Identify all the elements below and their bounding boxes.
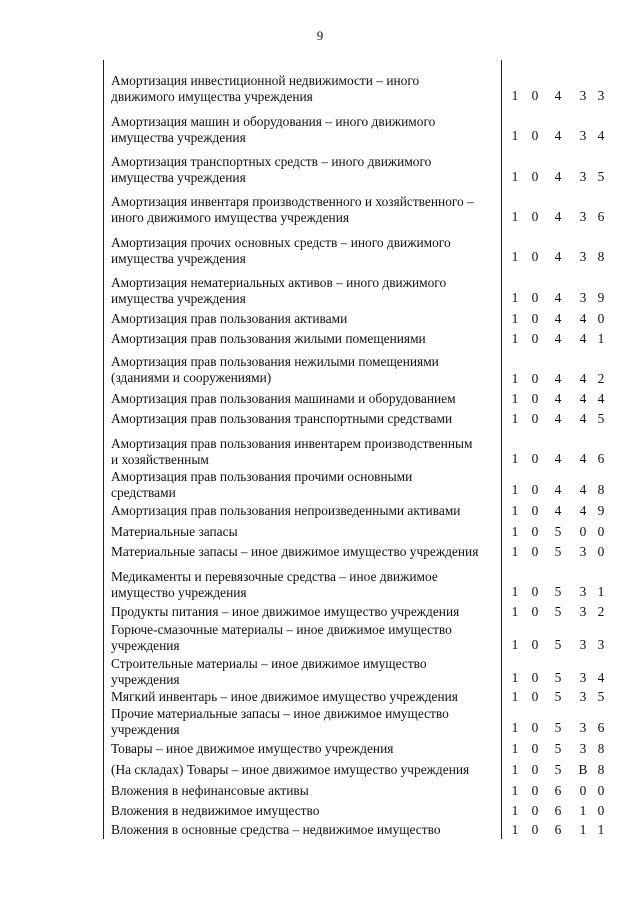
code-digit: 0	[531, 689, 539, 704]
account-code	[508, 311, 604, 327]
code-digit: 4	[554, 371, 562, 386]
account-name-line: иного движимого имущества учреждения	[111, 210, 350, 225]
code-digit: 0	[531, 209, 539, 224]
account-code	[508, 482, 604, 498]
account-name-line: Горюче-смазочные материалы – иное движимое имущество	[111, 622, 452, 637]
account-name	[111, 73, 499, 105]
code-digit: 0	[531, 331, 539, 346]
code-digit: 4	[554, 503, 562, 518]
account-name-line: Продукты питания – иное движимое имущество учреждения	[111, 604, 460, 619]
account-name-line: учреждения	[111, 638, 180, 653]
account-name-line: Материальные запасы – иное движимое имущество учреждения	[111, 544, 479, 559]
account-name-line: средствами	[111, 485, 176, 500]
account-name	[111, 469, 499, 501]
account-name	[111, 194, 499, 226]
account-code	[508, 762, 604, 778]
code-digit: 6	[597, 720, 605, 735]
code-digit: 3	[579, 128, 587, 143]
code-digit: 1	[511, 524, 519, 539]
account-code	[508, 604, 604, 620]
code-digit: 1	[579, 822, 587, 837]
account-name	[111, 235, 499, 267]
code-digit: 0	[531, 128, 539, 143]
code-digit: 6	[554, 822, 562, 837]
code-digit: 1	[597, 331, 605, 346]
code-digit: 0	[531, 391, 539, 406]
code-digit: 1	[597, 584, 605, 599]
account-code	[508, 331, 604, 347]
code-digit: 3	[579, 584, 587, 599]
account-name	[111, 706, 499, 738]
code-digit: 1	[511, 290, 519, 305]
code-digit: 0	[531, 524, 539, 539]
account-name-line: Прочие материальные запасы – иное движимое имущество	[111, 706, 449, 721]
code-digit: 3	[579, 604, 587, 619]
code-digit: 4	[579, 482, 587, 497]
code-digit: 1	[511, 391, 519, 406]
account-code	[508, 451, 604, 467]
account-name-line: учреждения	[111, 672, 180, 687]
code-digit: 5	[597, 169, 605, 184]
account-code	[508, 411, 604, 427]
code-digit: 4	[554, 209, 562, 224]
code-digit: 4	[597, 128, 605, 143]
code-digit: 2	[597, 371, 605, 386]
account-name	[111, 604, 499, 620]
code-digit: 9	[597, 503, 605, 518]
code-digit: 0	[531, 371, 539, 386]
account-name-line: Амортизация прав пользования активами	[111, 311, 348, 326]
account-name-line: Амортизация транспортных средств – иного движимого	[111, 154, 432, 169]
code-digit: 1	[511, 331, 519, 346]
account-name-line: учреждения	[111, 722, 180, 737]
code-digit: 3	[579, 637, 587, 652]
account-code	[508, 783, 604, 799]
code-digit: 1	[511, 169, 519, 184]
code-digit: 0	[531, 169, 539, 184]
code-digit: 1	[511, 803, 519, 818]
account-code	[508, 720, 604, 736]
code-digit: 0	[531, 290, 539, 305]
code-digit: 1	[511, 670, 519, 685]
code-digit: 5	[554, 720, 562, 735]
account-name-line: Амортизация машин и оборудования – иного движимого	[111, 114, 436, 129]
code-digit: 4	[554, 411, 562, 426]
account-name	[111, 331, 499, 347]
code-digit: 4	[597, 391, 605, 406]
account-name	[111, 311, 499, 327]
account-name	[111, 741, 499, 757]
code-digit: 4	[554, 169, 562, 184]
code-digit: 0	[531, 544, 539, 559]
account-name-line: Амортизация прав пользования нежилыми помещениями	[111, 354, 439, 369]
account-name-line: Амортизация прав пользования транспортными средствами	[111, 411, 453, 426]
account-name-line: и хозяйственным	[111, 452, 209, 467]
account-name	[111, 783, 499, 799]
account-code	[508, 524, 604, 540]
code-digit: 4	[579, 503, 587, 518]
code-digit: 1	[579, 803, 587, 818]
account-name	[111, 689, 499, 705]
code-digit: 1	[511, 544, 519, 559]
code-digit: 0	[597, 803, 605, 818]
account-name	[111, 411, 499, 427]
account-code	[508, 209, 604, 225]
account-name	[111, 762, 499, 778]
account-code	[508, 544, 604, 560]
code-digit: 4	[554, 128, 562, 143]
code-digit: 5	[597, 689, 605, 704]
account-name-line: Амортизация прочих основных средств – иного движимого	[111, 235, 451, 250]
account-name-line: Амортизация прав пользования прочими основными	[111, 469, 413, 484]
code-digit: 4	[554, 290, 562, 305]
account-name	[111, 391, 499, 407]
account-name-line: Амортизация прав пользования непроизведенными активами	[111, 503, 461, 518]
code-digit: 4	[579, 391, 587, 406]
code-digit: 4	[554, 88, 562, 103]
code-digit: 4	[579, 371, 587, 386]
code-digit: 0	[531, 741, 539, 756]
code-digit: 0	[531, 762, 539, 777]
code-digit: 1	[511, 371, 519, 386]
account-table	[103, 60, 604, 839]
account-name-line: Амортизация нематериальных активов – иного движимого	[111, 275, 447, 290]
code-digit: 5	[554, 604, 562, 619]
account-name	[111, 569, 499, 601]
code-digit: 9	[597, 290, 605, 305]
code-digit: 3	[579, 169, 587, 184]
code-digit: 8	[597, 482, 605, 497]
code-digit: 0	[531, 637, 539, 652]
code-digit: 4	[554, 331, 562, 346]
account-name-line: Амортизация прав пользования инвентарем производственным	[111, 436, 473, 451]
code-digit: 0	[531, 604, 539, 619]
code-digit: 5	[554, 544, 562, 559]
account-code	[508, 822, 604, 838]
code-digit: 0	[531, 411, 539, 426]
code-digit: 3	[579, 249, 587, 264]
account-code	[508, 88, 604, 104]
code-digit: 5	[554, 689, 562, 704]
account-name-line: Амортизация инвестиционной недвижимости – иного	[111, 73, 420, 88]
code-digit: 1	[511, 451, 519, 466]
code-digit: 3	[579, 88, 587, 103]
code-digit: 3	[597, 637, 605, 652]
code-digit: 0	[597, 311, 605, 326]
code-digit: 4	[554, 451, 562, 466]
account-name-line: Амортизация прав пользования жилыми помещениями	[111, 331, 426, 346]
code-digit: 0	[531, 311, 539, 326]
code-digit: 4	[579, 311, 587, 326]
code-digit: 5	[554, 762, 562, 777]
page-number: 9	[316, 28, 324, 43]
account-name-line: имущество учреждения	[111, 585, 247, 600]
account-code	[508, 689, 604, 705]
account-code	[508, 503, 604, 519]
account-code	[508, 391, 604, 407]
code-digit: 4	[579, 411, 587, 426]
code-digit: 0	[597, 783, 605, 798]
account-name-line: Строительные материалы – иное движимое имущество	[111, 656, 427, 671]
code-digit: 1	[511, 311, 519, 326]
account-name-line: Вложения в недвижимое имущество	[111, 803, 320, 818]
account-name-line: Амортизация инвентаря производственного и хозяйственного –	[111, 194, 474, 209]
code-digit: 6	[597, 209, 605, 224]
code-digit: 1	[511, 689, 519, 704]
code-digit: 5	[554, 637, 562, 652]
account-name-line: имущества учреждения	[111, 251, 246, 266]
code-digit: 1	[511, 637, 519, 652]
account-name	[111, 114, 499, 146]
code-digit: 0	[579, 783, 587, 798]
code-digit: 3	[579, 741, 587, 756]
code-digit: 1	[511, 88, 519, 103]
code-digit: 5	[554, 524, 562, 539]
code-digit: 0	[531, 482, 539, 497]
code-digit: 0	[531, 783, 539, 798]
code-digit: 4	[554, 311, 562, 326]
code-digit: 8	[597, 762, 605, 777]
code-digit: 0	[531, 720, 539, 735]
account-code	[508, 290, 604, 306]
code-digit: 4	[579, 331, 587, 346]
code-digit: 1	[511, 128, 519, 143]
code-digit: 5	[554, 670, 562, 685]
account-name	[111, 154, 499, 186]
code-digit: 1	[597, 822, 605, 837]
code-digit: 1	[511, 762, 519, 777]
account-name	[111, 656, 499, 688]
code-digit: 4	[579, 451, 587, 466]
account-name	[111, 803, 499, 819]
code-digit: 0	[531, 249, 539, 264]
account-name	[111, 622, 499, 654]
code-digit: 1	[511, 482, 519, 497]
code-digit: 1	[511, 249, 519, 264]
account-name	[111, 436, 499, 468]
account-name-line: движимого имущества учреждения	[111, 89, 313, 104]
code-digit: 3	[579, 670, 587, 685]
column-divider	[501, 60, 502, 839]
code-digit: 6	[597, 451, 605, 466]
account-name	[111, 524, 499, 540]
code-digit: 3	[579, 720, 587, 735]
account-name-line: Вложения в основные средства – недвижимое имущество	[111, 822, 441, 837]
code-digit: 0	[531, 670, 539, 685]
account-code	[508, 741, 604, 757]
code-digit: 0	[531, 503, 539, 518]
account-name	[111, 503, 499, 519]
code-digit: 1	[511, 822, 519, 837]
account-code	[508, 803, 604, 819]
code-digit: 0	[531, 803, 539, 818]
code-digit: В	[578, 762, 588, 777]
account-code	[508, 169, 604, 185]
code-digit: 5	[554, 584, 562, 599]
code-digit: 5	[554, 741, 562, 756]
account-name	[111, 354, 499, 386]
code-digit: 3	[579, 689, 587, 704]
code-digit: 1	[511, 411, 519, 426]
account-name-line: Медикаменты и перевязочные средства – иное движимое	[111, 569, 438, 584]
account-name	[111, 544, 499, 560]
code-digit: 0	[579, 524, 587, 539]
account-code	[508, 249, 604, 265]
code-digit: 0	[531, 451, 539, 466]
code-digit: 1	[511, 783, 519, 798]
account-name	[111, 275, 499, 307]
account-name-line: Вложения в нефинансовые активы	[111, 783, 309, 798]
account-name-line: имущества учреждения	[111, 170, 246, 185]
account-name-line: (зданиями и сооружениями)	[111, 370, 272, 385]
account-code	[508, 637, 604, 653]
code-digit: 4	[554, 391, 562, 406]
code-digit: 1	[511, 604, 519, 619]
code-digit: 3	[597, 88, 605, 103]
code-digit: 8	[597, 741, 605, 756]
account-name	[111, 822, 499, 838]
code-digit: 1	[511, 720, 519, 735]
account-name-line: Товары – иное движимое имущество учреждения	[111, 741, 394, 756]
code-digit: 0	[597, 544, 605, 559]
account-name-line: Амортизация прав пользования машинами и оборудованием	[111, 391, 456, 406]
code-digit: 2	[597, 604, 605, 619]
account-name-line: Материальные запасы	[111, 524, 238, 539]
code-digit: 0	[531, 88, 539, 103]
code-digit: 4	[554, 482, 562, 497]
code-digit: 1	[511, 503, 519, 518]
code-digit: 1	[511, 209, 519, 224]
code-digit: 4	[554, 249, 562, 264]
code-digit: 3	[579, 290, 587, 305]
code-digit: 3	[579, 544, 587, 559]
code-digit: 5	[597, 411, 605, 426]
code-digit: 4	[597, 670, 605, 685]
account-name-line: (На складах) Товары – иное движимое имущество учреждения	[111, 762, 470, 777]
code-digit: 1	[511, 584, 519, 599]
code-digit: 0	[597, 524, 605, 539]
code-digit: 6	[554, 803, 562, 818]
code-digit: 6	[554, 783, 562, 798]
account-code	[508, 670, 604, 686]
code-digit: 3	[579, 209, 587, 224]
account-name-line: имущества учреждения	[111, 291, 246, 306]
account-code	[508, 584, 604, 600]
code-digit: 0	[531, 584, 539, 599]
code-digit: 1	[511, 741, 519, 756]
account-code	[508, 128, 604, 144]
account-name-line: Мягкий инвентарь – иное движимое имущество учреждения	[111, 689, 458, 704]
code-digit: 8	[597, 249, 605, 264]
code-digit: 0	[531, 822, 539, 837]
account-name-line: имущества учреждения	[111, 130, 246, 145]
account-code	[508, 371, 604, 387]
